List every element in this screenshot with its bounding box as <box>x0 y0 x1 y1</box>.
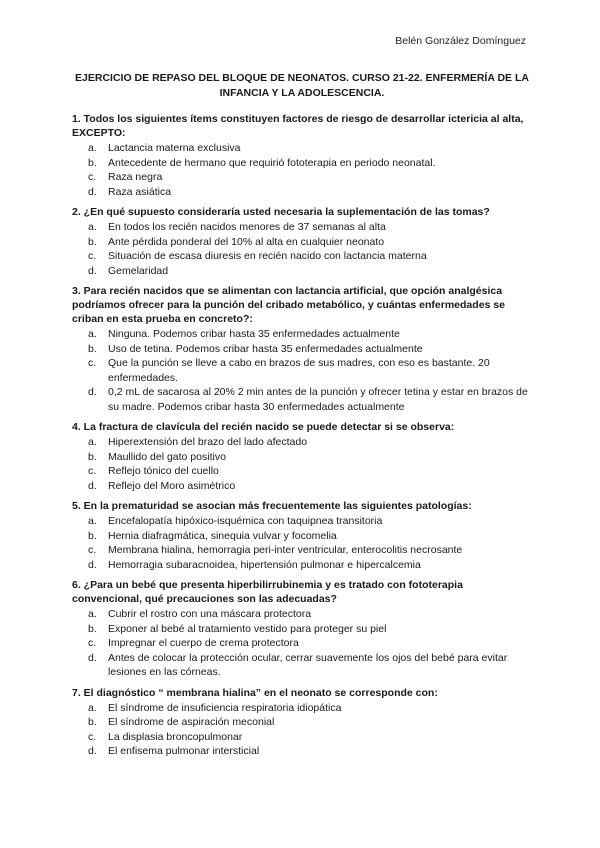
option-text: El síndrome de aspiración meconial <box>108 716 275 728</box>
question-7 <box>72 686 534 759</box>
option-item <box>72 636 534 651</box>
option-item <box>72 744 534 759</box>
option-item <box>72 479 534 494</box>
question-2 <box>72 205 534 278</box>
option-text: Impregnar el cuerpo de crema protectora <box>108 637 299 649</box>
option-item <box>72 235 534 250</box>
question-4 <box>72 420 534 493</box>
option-item <box>72 730 534 745</box>
question-3 <box>72 284 534 414</box>
option-item <box>72 529 534 544</box>
option-letter: b. <box>88 716 97 728</box>
option-letter: d. <box>88 558 97 571</box>
option-letter: d. <box>88 264 97 277</box>
option-text: Raza asiática <box>108 185 172 198</box>
option-letter: a. <box>88 701 97 714</box>
question-5 <box>72 499 534 572</box>
option-letter: c. <box>88 637 97 649</box>
option-letter: d. <box>88 745 97 757</box>
question-text: 2. ¿En qué supuesto consideraría usted necesaria la suplementación de las tomas? <box>72 206 490 218</box>
option-text: Gemelaridad <box>108 264 169 277</box>
option-item <box>72 715 534 730</box>
option-letter: a. <box>88 608 97 620</box>
option-text: Antecedente de hermano que requirió fototerapia en periodo neonatal. <box>108 156 436 169</box>
option-letter: b. <box>88 622 97 635</box>
option-text: Cubrir el rostro con una máscara protectora <box>108 608 312 620</box>
option-letter: c. <box>88 357 97 369</box>
option-item <box>72 651 534 680</box>
question-text: 4. La fractura de clavícula del recién nacido se puede detectar si se observa: <box>72 421 455 433</box>
option-letter: c. <box>88 730 97 743</box>
option-letter: d. <box>88 479 97 492</box>
option-item <box>72 170 534 185</box>
option-letter: a. <box>88 221 97 233</box>
option-text: 0,2 mL de sacarosa al 20% 2 min antes de la punción y ofrecer tetina y estar en brazos de su madre. Podemos cribar hasta 30 enfermedades actualmente <box>108 386 528 413</box>
option-item <box>72 356 534 385</box>
option-text: Hernia diafragmática, sinequia vulvar y focomelia <box>108 529 337 542</box>
option-text: Hiperextensión del brazo del lado afectado <box>108 436 308 448</box>
option-item <box>72 385 534 414</box>
option-list <box>72 607 534 680</box>
option-text: El síndrome de insuficiencia respiratoria idiopática <box>108 701 342 714</box>
option-letter: c. <box>88 465 97 477</box>
option-text: Situación de escasa diuresis en recién nacido con lactancia materna <box>108 250 427 262</box>
option-letter: a. <box>88 142 97 154</box>
question-text: 5. En la prematuridad se asocian más frecuentemente las siguientes patologías: <box>72 500 472 512</box>
option-letter: b. <box>88 235 97 248</box>
option-letter: b. <box>88 529 97 542</box>
option-text: Ante pérdida ponderal del 10% al alta en cualquier neonato <box>108 235 385 248</box>
option-item <box>72 701 534 716</box>
option-item <box>72 249 534 264</box>
option-letter: a. <box>88 328 97 340</box>
option-list <box>72 327 534 414</box>
option-list <box>72 141 534 199</box>
option-text: Ninguna. Podemos cribar hasta 35 enfermedades actualmente <box>108 328 400 340</box>
option-text: Hemorragia subaracnoidea, hipertensión pulmonar e hipercalcemia <box>108 558 421 571</box>
option-text: Antes de colocar la protección ocular, cerrar suavemente los ojos del bebé para evitar lesiones en las córneas. <box>108 651 508 678</box>
option-item <box>72 220 534 235</box>
question-text: 1. Todos los siguientes ítems constituyen factores de riesgo de desarrollar ictericia al alta, EXCEPTO: <box>72 113 524 139</box>
option-text: Membrana hialina, hemorragia peri-inter ventricular, enterocolitis necrosante <box>108 544 463 556</box>
option-text: En todos los recién nacidos menores de 37 semanas al alta <box>108 221 386 233</box>
option-letter: c. <box>88 171 97 183</box>
option-text: Reflejo del Moro asimétrico <box>108 479 236 492</box>
option-letter: c. <box>88 250 97 262</box>
option-item <box>72 435 534 450</box>
option-item <box>72 607 534 622</box>
option-letter: d. <box>88 386 97 398</box>
option-item <box>72 543 534 558</box>
option-list <box>72 514 534 572</box>
option-item <box>72 514 534 529</box>
option-letter: b. <box>88 450 97 463</box>
option-letter: c. <box>88 544 97 556</box>
option-letter: b. <box>88 156 97 169</box>
option-text: Lactancia materna exclusiva <box>108 142 241 154</box>
option-letter: b. <box>88 342 97 355</box>
option-text: Exponer al bebé al tratamiento vestido para proteger su piel <box>108 622 387 635</box>
question-list <box>72 112 534 765</box>
option-item <box>72 156 534 171</box>
document-title: EJERCICIO DE REPASO DEL BLOQUE DE NEONATOS. CURSO 21-22. ENFERMERÍA DE LA INFANCIA Y LA ADOLESCENCIA. <box>75 72 529 99</box>
option-list <box>72 701 534 759</box>
option-item <box>72 464 534 479</box>
option-item <box>72 622 534 637</box>
option-list <box>72 220 534 278</box>
option-item <box>72 264 534 279</box>
option-text: Raza negra <box>108 171 163 183</box>
option-text: Encefalopatía hipóxico-isquémica con taquipnea transitoria <box>108 515 383 527</box>
option-item <box>72 327 534 342</box>
question-text: 3. Para recién nacidos que se alimentan con lactancia artificial, que opción analgésica podríamos ofrecer para la punción del cribado metabólico, y cuántas enfermedades se criban en esta prueba en concreto?: <box>72 285 505 325</box>
option-letter: d. <box>88 185 97 198</box>
option-text: Que la punción se lleve a cabo en brazos de sus madres, con eso es bastante. 20 enfermedades. <box>108 357 490 384</box>
question-text: 6. ¿Para un bebé que presenta hiperbilirrubinemia y es tratado con fototerapia convencional, qué precauciones son las adecuadas? <box>72 579 463 605</box>
option-item <box>72 185 534 200</box>
option-list <box>72 435 534 493</box>
question-text: 7. El diagnóstico “ membrana hialina” en el neonato se corresponde con: <box>72 686 438 699</box>
option-text: El enfisema pulmonar intersticial <box>108 745 260 757</box>
option-letter: a. <box>88 515 97 527</box>
question-6 <box>72 578 534 680</box>
option-item <box>72 141 534 156</box>
question-1 <box>72 112 534 199</box>
option-letter: a. <box>88 436 97 448</box>
option-item <box>72 558 534 573</box>
option-text: Reflejo tónico del cuello <box>108 465 219 477</box>
author-name: Belén González Domínguez <box>395 35 526 47</box>
option-item <box>72 450 534 465</box>
option-item <box>72 342 534 357</box>
option-letter: d. <box>88 651 97 664</box>
option-text: Uso de tetina. Podemos cribar hasta 35 enfermedades actualmente <box>108 342 423 355</box>
option-text: Maullido del gato positivo <box>108 450 226 463</box>
option-text: La displasia broncopulmonar <box>108 730 243 743</box>
